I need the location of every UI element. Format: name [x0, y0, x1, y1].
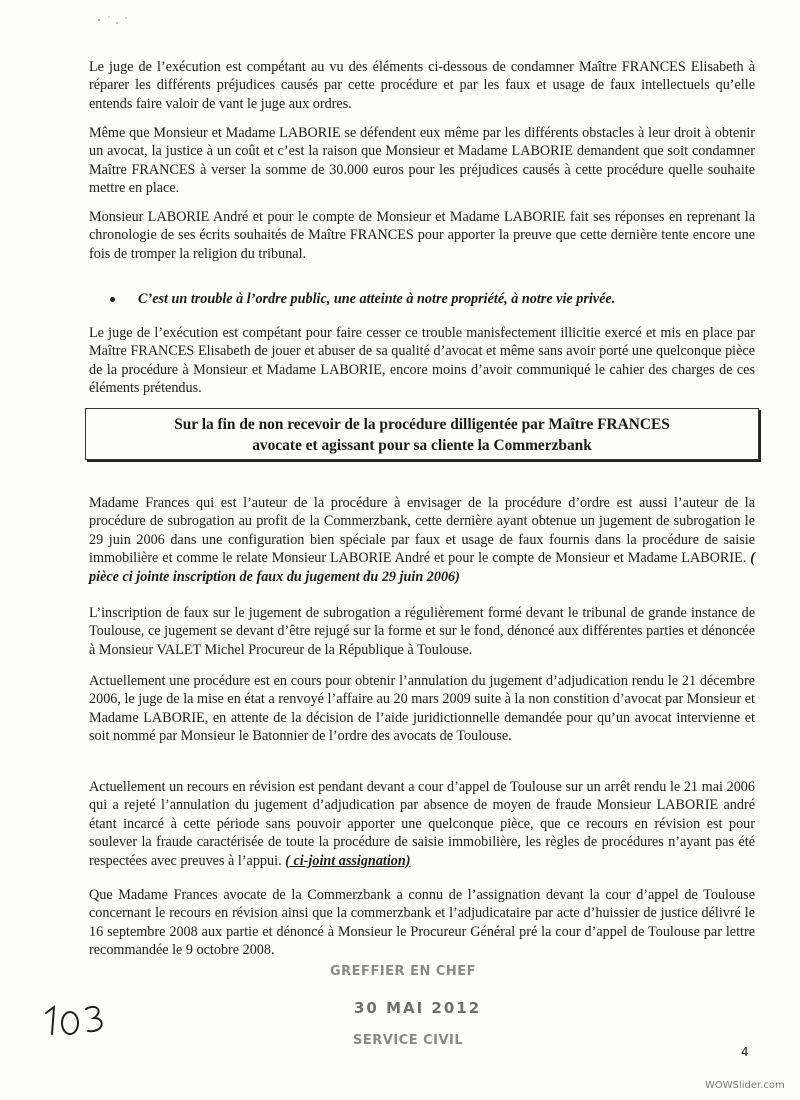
scan-specks: [95, 12, 155, 32]
paragraph-subrogation-text: Madame Frances qui est l’auteur de la procédure à envisager de la procédure d’ordre est aussi l’auteur de la procédure de subrogation au profit de la Commerzbank, cette dernière ayant obtenue un jugement de subrogation le 29 juin 2006 dans une configuration bien spéciale par faux et usage de faux fournis dans la procédure de saisie immobilière et comme le relate Monsieur LABORIE André et pour le compte de Monsieur et Madame LABORIE.: [89, 495, 755, 567]
assignation-reference: ( ci-joint assignation): [285, 852, 411, 869]
paragraph-revision-text: Actuellement un recours en révision est pendant devant a cour d’appel de Toulouse sur un arrêt rendu le 21 mai 2006 qui a rejeté l’annulation du jugement d’adjudication par absence de moyen de fraude Monsieur LABORIE andré étant incarcé à cette période sans pouvoir apporter une quelconque pièce, que ce recours en révision est pour soulever la fraude caractérisée de toute la procédure de saisie immobilière, les règles de procédures n’ayant pas été respectées avec preuves à l’appui.: [89, 779, 755, 869]
watermark: WOWSlider.com: [705, 1080, 785, 1091]
paragraph-assignation: Que Madame Frances avocate de la Commerzbank a connu de l’assignation devant la cour d’appel de Toulouse concernant le recours en révision ainsi que la commerzbank et l’adjudicataire par acte d’huissier de justice délivré le 16 septembre 2008 aux partie et dénoncé à Monsieur le Procureur Général pré la cour d’appel de Toulouse par lettre recommandée le 9 octobre 2008.: [89, 887, 755, 959]
bullet-icon: [110, 297, 115, 302]
handwritten-page-number: [40, 1001, 110, 1037]
section-heading-line1: Sur la fin de non recevoir de la procédure dilligentée par Maître FRANCES: [174, 416, 670, 433]
paragraph-inscription: L’inscription de faux sur le jugement de subrogation a régulièrement formé devant le tribunal de grande instance de Toulouse, ce jugement se devant d’être rejugé sur la forme et sur le fond, dénoncé aux différentes parties et dénoncée à Monsieur VALET Michel Procureur de la République à Toulouse.: [89, 605, 755, 658]
paragraph-chronology: Monsieur LABORIE André et pour le compte de Monsieur et Madame LABORIE fait ses réponses en reprenant la chronologie de ses écrits souhaités de Maître FRANCES pour apporter la preuve que cette dernière tente encore une fois de tromper la religion du tribunal.: [89, 209, 755, 262]
section-heading-box: [85, 408, 759, 460]
paragraph-trouble: Le juge de l’exécution est compétant pour faire cesser ce trouble manisfectement illicitie exercé et mis en place par Maître FRANCES Elisabeth de jouer et abuser de sa qualité d’avocat et même sans avoir porté une quelconque pièce de la procédure à Monsieur et Madame LABORIE, encore moins d’avoir communiqué le cahier des charges de ces éléments prétendus.: [89, 325, 755, 397]
bullet-statement: C’est un trouble à l’ordre public, une atteinte à notre propriété, à notre vie privée.: [138, 291, 616, 307]
paragraph-annulation: Actuellement une procédure est en cours pour obtenir l’annulation du jugement d’adjudication rendu le 21 décembre 2006, le juge de la mise en état a renvoyé l’affaire au 20 mars 2009 suite à la non constition d’avocat par Monsieur et Madame LABORIE, en attente de la décision de l’aide juridictionnelle demandée pour qu’un avocat intervienne et soit nommé par Monsieur le Batonnier de l’ordre des avocats de Toulouse.: [89, 673, 755, 745]
paragraph-subrogation: [89, 494, 755, 586]
paragraph-damages: Même que Monsieur et Madame LABORIE se défendent eux même par les différents obstacles à leur droit à obtenir un avocat, la justice à un coût et c’est la raison que Monsieur et Madame LABORIE demandent que soit condamner Maître FRANCES à verser la somme de 30.000 euros pour les préjudices causés à cette procédure quelle souhaite mettre en place.: [89, 125, 755, 197]
paragraph-jurisdiction: Le juge de l’exécution est compétant au vu des éléments ci-dessous de condamner Maître FRANCES Elisabeth à réparer les différents préjudices causés par cette procédure et par les faux et usage de faux intellectuels qu’elle entends faire valoir de vant le juge aux ordres.: [89, 59, 755, 112]
exhibit-reference: ( pièce ci jointe inscription de faux du jugement du 29 juin 2006): [89, 550, 755, 585]
stamp-service: SERVICE CIVIL: [353, 1033, 464, 1048]
stamp-greffier: GREFFIER EN CHEF: [330, 964, 477, 979]
paragraph-revision: [89, 778, 755, 870]
section-heading-line2: avocate et agissant pour sa cliente la Commerzbank: [252, 437, 592, 454]
stamp-date: 30 MAI 2012: [354, 999, 482, 1017]
page-number: 4: [741, 1045, 749, 1059]
